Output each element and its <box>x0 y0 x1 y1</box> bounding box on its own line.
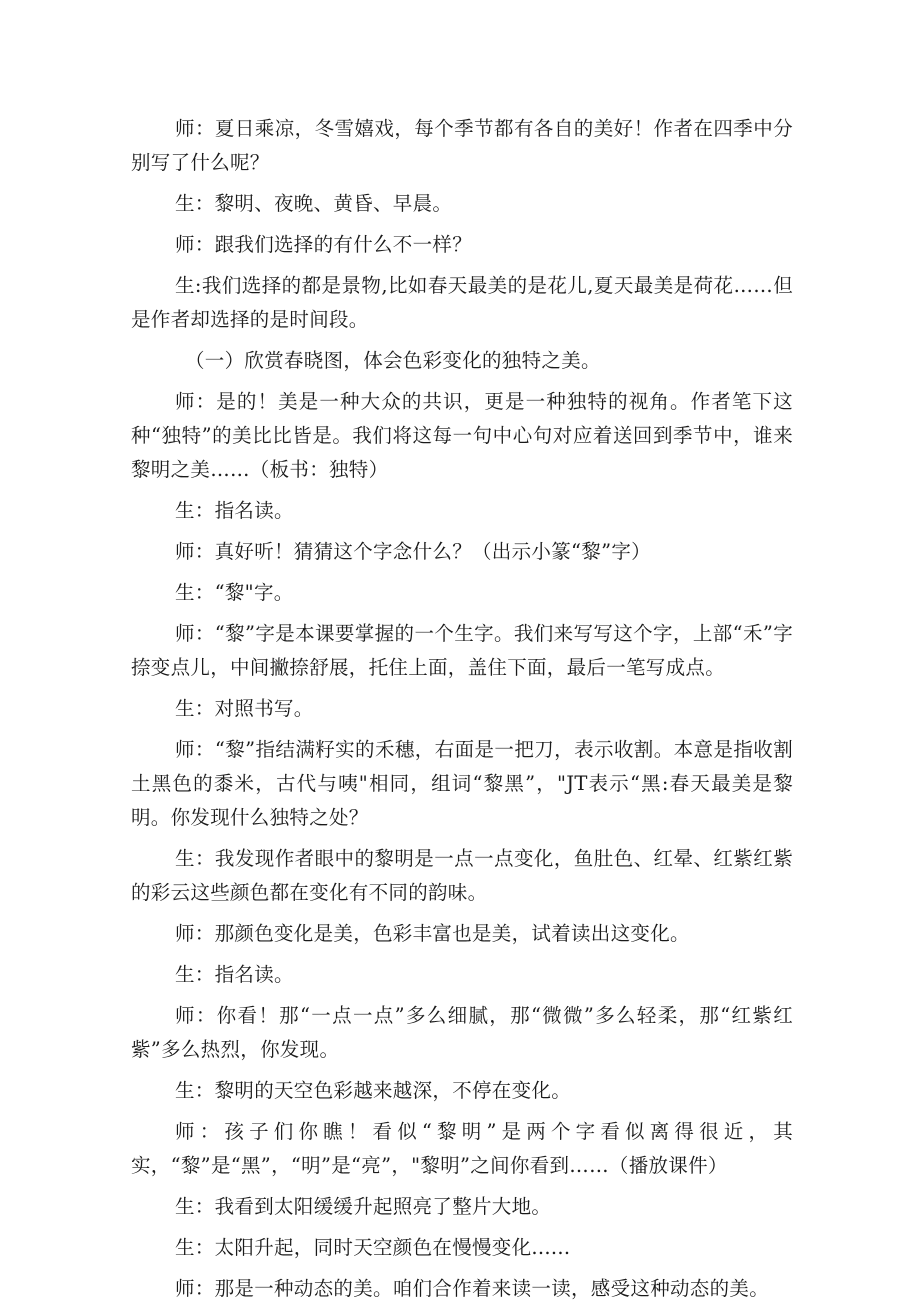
paragraph-19: 生：我看到太阳缓缓升起照亮了整片大地。 <box>175 1195 552 1218</box>
paragraph-9: 生：“黎"字。 <box>175 581 294 604</box>
paragraph-15: 生：指名读。 <box>175 963 294 986</box>
paragraph-3: 师：跟我们选择的有什么不一样？ <box>175 233 473 256</box>
paragraph-6: 师：是的！美是一种大众的共识，更是一种独特的视角。作者笔下这种“独特”的美比比皆是。我们将这每一句中心句对应着送回到季节中，谁来黎明之美……（板书：独特） <box>131 390 793 481</box>
paragraph-18: 师：孩子们你瞧！看似“黎明”是两个字看似离得很近，其实，“黎”是“黑”，“明”是“亮”，"黎明”之间你看到……（播放课件） <box>131 1120 793 1177</box>
paragraph-17: 生：黎明的天空色彩越来越深，不停在变化。 <box>175 1079 572 1102</box>
paragraph-1: 师：夏日乘凉，冬雪嬉戏，每个季节都有各自的美好！作者在四季中分别写了什么呢？ <box>131 117 793 174</box>
paragraph-4: 生:我们选择的都是景物,比如春天最美的是花儿,夏天最美是荷花……但是作者却选择的是时间段。 <box>131 274 793 331</box>
section-heading: （一）欣赏春晓图，体会色彩变化的独特之美。 <box>185 349 601 372</box>
paragraph-16: 师：你看！那“一点一点”多么细腻，那“微微”多么轻柔，那“红紫红紫”多么热烈，你发现。 <box>131 1004 793 1061</box>
paragraph-2: 生：黎明、夜晚、黄昏、早晨。 <box>175 192 453 215</box>
paragraph-14: 师：那颜色变化是美，色彩丰富也是美，试着读出这变化。 <box>175 922 690 945</box>
paragraph-11: 生：对照书写。 <box>175 697 314 720</box>
paragraph-13: 生：我发现作者眼中的黎明是一点一点变化，鱼肚色、红晕、红紫红紫的彩云这些颜色都在变化有不同的韵味。 <box>131 847 793 904</box>
paragraph-10: 师：“黎”字是本课要掌握的一个生字。我们来写写这个字，上部“禾”字捺变点儿，中间撇捺舒展，托住上面，盖住下面，最后一笔写成点。 <box>131 622 793 679</box>
paragraph-21: 师：那是一种动态的美。咱们合作着来读一读，感受这种动态的美。 <box>175 1277 770 1300</box>
paragraph-12: 师：“黎”指结满籽实的禾穗，右面是一把刀，表示收割。本意是指收割土黑色的黍米，古代与咦"相同，组词“黎黑”，"JT表示“黑:春天最美是黎明。你发现什么独特之处？ <box>131 738 793 829</box>
document-body <box>131 112 793 1313</box>
paragraph-8: 师：真好听！猜猜这个字念什么？（出示小篆“黎”字） <box>175 540 651 563</box>
paragraph-20: 生：太阳升起，同时天空颜色在慢慢变化...... <box>175 1236 571 1259</box>
paragraph-7: 生：指名读。 <box>175 499 294 522</box>
